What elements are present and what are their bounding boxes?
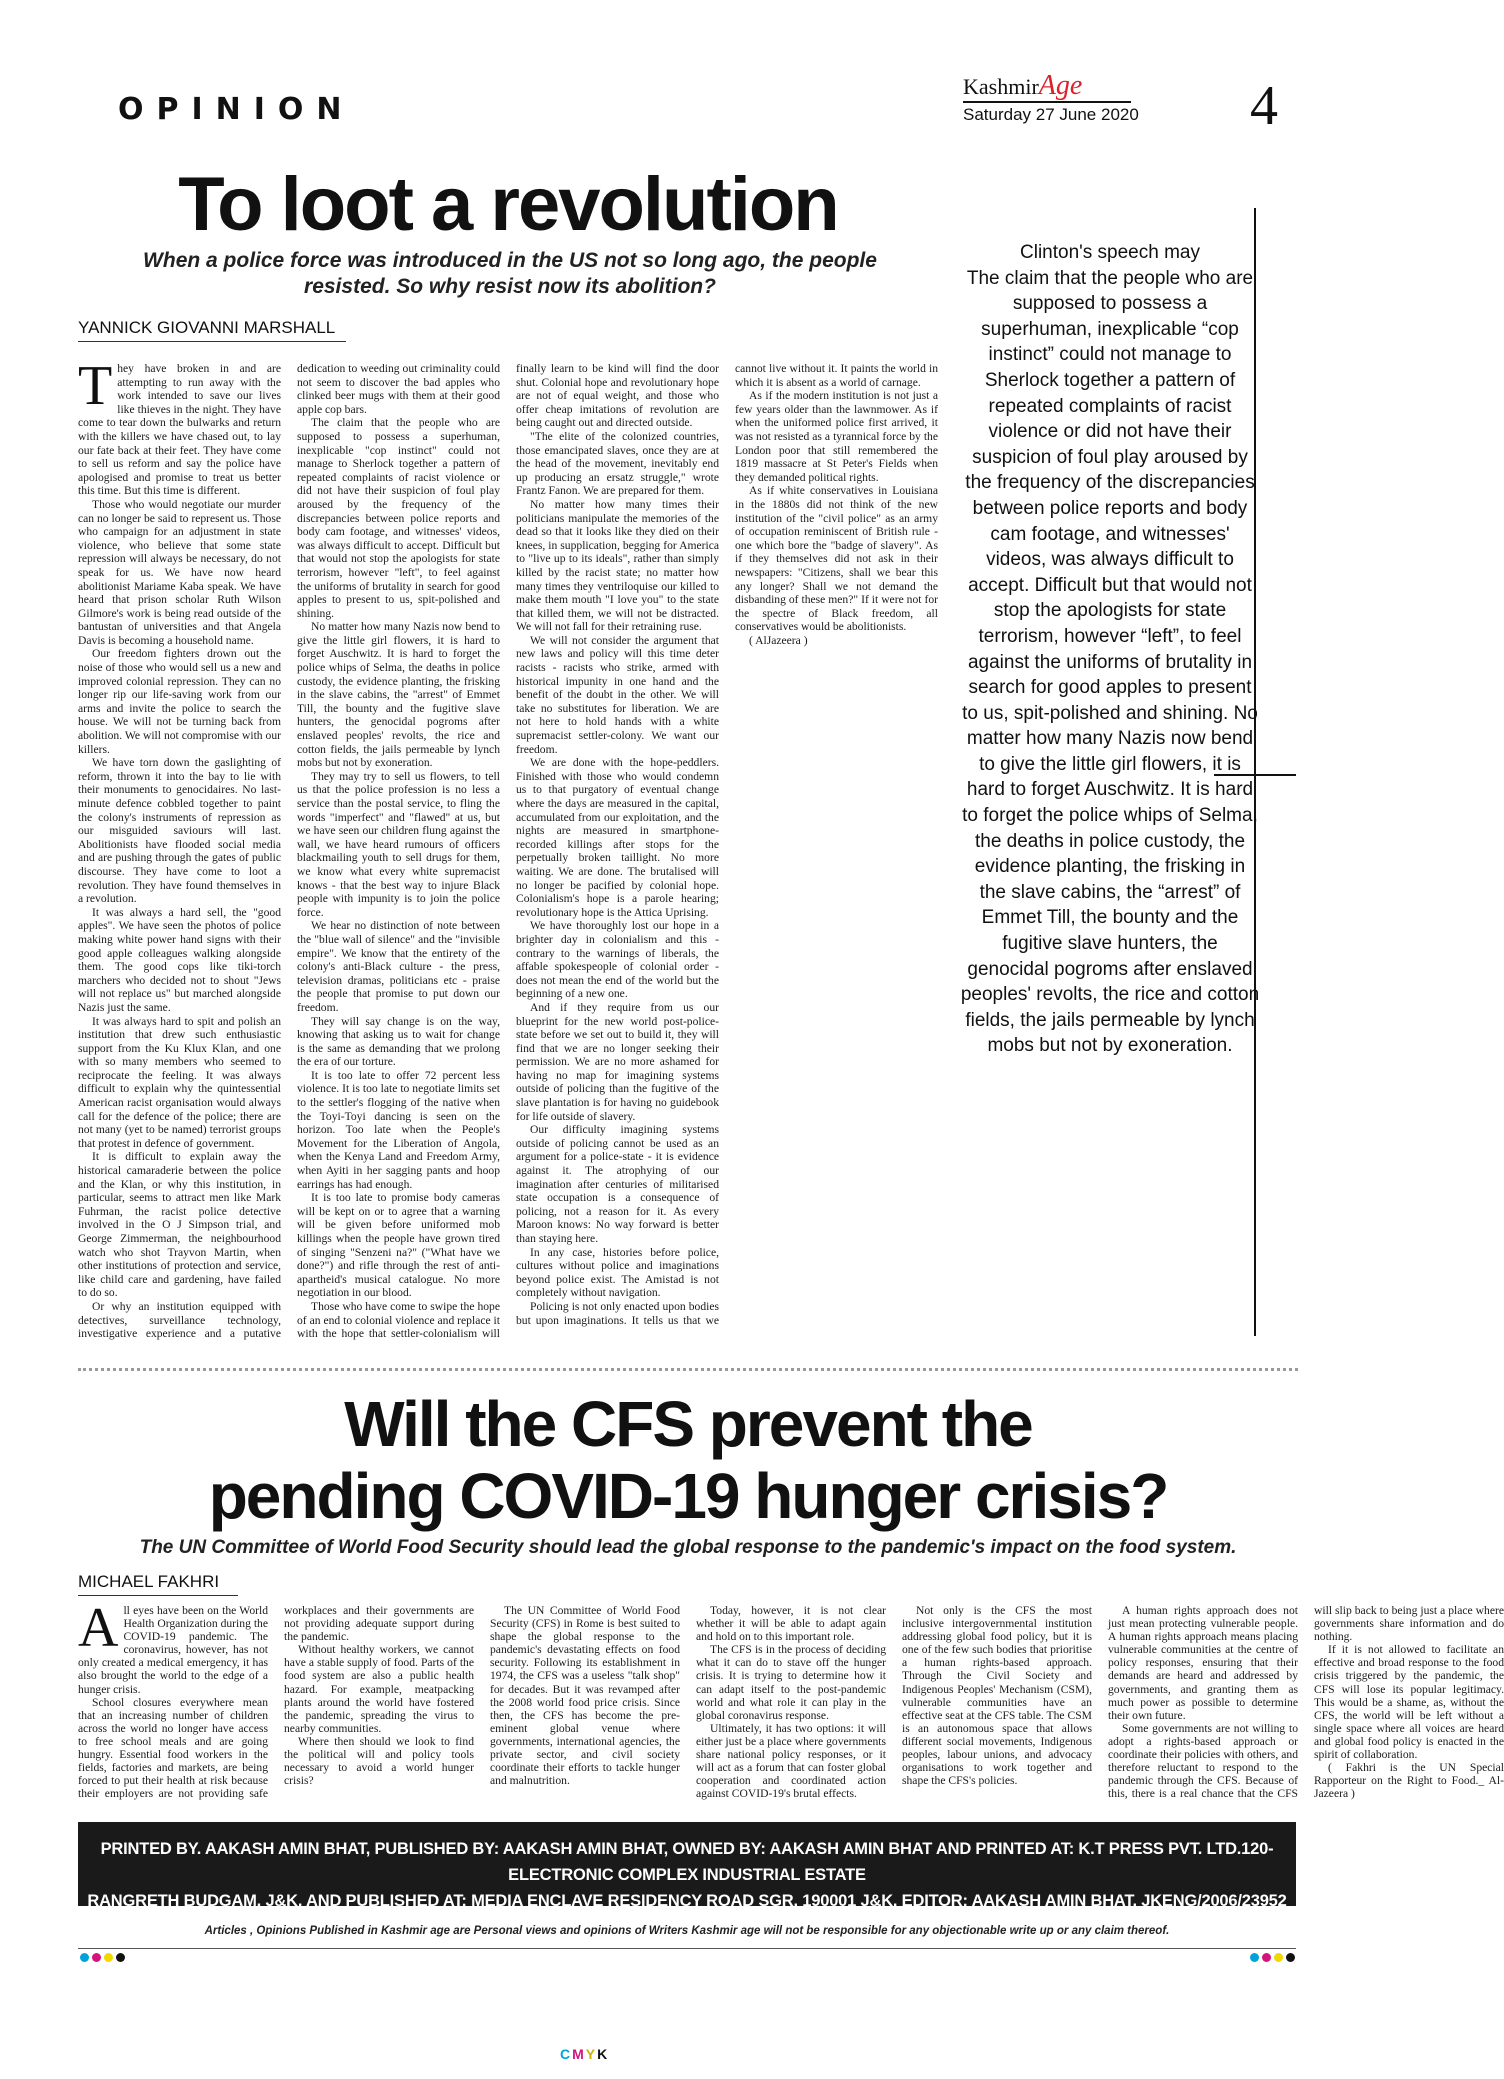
article1-paragraph: It was always hard to spit and polish an institution that drew such enthusiastic support from the Ku Klux Klan, and one with so many members who seemed to reciprocate the feeling. It was always difficult to explain why the quintessential American racist organisation would always call for the defence of the police; there are not many (yet to be named) terrorist groups that protest in defence of government.: [78, 1014, 281, 1150]
article2-paragraph: Not only is the CFS the most inclusive intergovernmental institution addressing global food policy, but it is one of the few such bodies that prioritise a human rights-based approach. Through the Civil Society and Indigenous Peoples' Mechanism (CSM), vulnerable communities have an effective seat at the CFS table. The CSM is an autonomous space that allows different social movements, Indigenous peoples, labour unions, and advocacy organisations to work together and shape the CFS's policies.: [902, 1604, 1092, 1788]
cmyk-mark: [560, 2046, 609, 2062]
article2-paragraph: A human rights approach does not just mean protecting vulnerable people. A human rights approach means placing vulnerable communities at the centre of policy responses, ensuring that their demands are heard and addressed by governments, and granting them as much power as possible to determine their own future.: [1108, 1604, 1298, 1722]
registration-dot-cyan: [80, 1953, 89, 1962]
article1-paragraph: "The elite of the colonized countries, those emancipated slaves, once they are at the head of the movement, inevitably end up producing an ersatz struggle," wrote Frantz Fanon. We are prepared for them.: [516, 429, 719, 498]
registration-dot-black: [1286, 1953, 1295, 1962]
brand-second: Age: [1038, 70, 1083, 101]
article2-paragraph: Where then should we look to find the political will and policy tools necessary to avoid a world hunger crisis?: [284, 1734, 474, 1788]
cmyk-y: Y: [585, 2046, 598, 2062]
brand-rule: [963, 101, 1131, 103]
article1-dropcap: T: [78, 355, 113, 417]
article2-paragraph: ( Fakhri is the UN Special Rapporteur on the Right to Food._ Al-Jazeera ): [1314, 1761, 1504, 1801]
article1-paragraph: As if white conservatives in Louisiana in the 1880s did not think of the new institution of the "civil police" as an army of occupation reminiscent of British rule - one which bore the "badge of slavery". As if they themselves did not ask in their newspapers: "Citizens, shall we bear this any longer? Shall we not demand the disbanding of these men?" If it were not for the spectre of Black freedom, all conservatives would be abolitionists.: [735, 484, 938, 634]
article2-paragraph: The CFS is in the process of deciding what it can do to stave off the hunger crisis. It is trying to determine how it can adapt itself to the post-pandemic world and what role it can play in the global coronavirus response.: [696, 1643, 886, 1722]
article1-paragraph: [78, 355, 281, 498]
article1-headline: To loot a revolution: [178, 162, 838, 247]
imprint-banner: [78, 1822, 1296, 1910]
article2-headline: [78, 1388, 1298, 1532]
issue-date: Saturday 27 June 2020: [963, 105, 1139, 124]
article1-standfirst: When a police force was introduced in the US not so long ago, the people resisted. So why resist now its abolition?: [143, 249, 877, 298]
article2-paragraph: School closures everywhere mean that an increasing number of children across the world no longer have access to free school meals and are going hungry. Essential food workers in the fields, factories and markets, are being forced to put their health at risk because their employers are not providing safe workplaces and their governments are not providing adequate support during the pandemic.: [78, 1604, 474, 1801]
article1-paragraph-text: hey have broken in and are attempting to run away with the work intended to save our lives like thieves in the night. They have come to tear down the bulwarks and return with the killers we have chased out, to lay our fate back at their feet. They have come to sell us reform and say the police have apologised and promise to treat us better this time. But this time is different.: [78, 362, 281, 498]
disclaimer-rule: [78, 1948, 1296, 1949]
article2-paragraph: Today, however, it is not clear whether it will be able to adapt again and hold on to this important role.: [696, 1604, 886, 1644]
article2-headline-line2: pending COVID-19 hunger crisis?: [208, 1460, 1168, 1532]
registration-dot-yellow: [1274, 1953, 1283, 1962]
article1-body: [78, 355, 938, 1348]
article1-paragraph: We have torn down the gaslighting of reform, thrown it into the bay to lie with their monuments to genocidaires. No last-minute defence cobbled together to paint the colony's instruments of repression as our misguided saviours will last. Abolitionists have flooded social media and are pushing through the gates of public discourse. They have come to loot a revolution. They have found themselves in a revolution.: [78, 756, 281, 906]
brand-first: Kashmir: [963, 74, 1039, 99]
article1-paragraph: It is too late to offer 72 percent less violence. It is too late to negotiate limits set to the settler's flogging of the native when the Toyi-Toyi dancing is seen on the horizon. Too late when the People's Movement for the Liberation of Angola, when the Kenya Land and Freedom Army, when Ayiti in her sagging pants and hoop earrings has had enough.: [297, 1068, 500, 1191]
cmyk-c: C: [560, 2046, 573, 2062]
registration-dot-cyan: [1250, 1953, 1259, 1962]
article1-paragraph: Those who have come to swipe the hope of an end to colonial violence and replace it with the hope that settler-colonialism will finally learn to be kind will find the door shut. Colonial hope and revolutionary hope are not of equal weight, and those who offer cheap imitations of revolution are being caught out and directed outside.: [297, 362, 719, 1341]
article1-paragraph: They will say change is on the way, knowing that asking us to wait for change is the same as demanding that we prolong the era of our torture.: [297, 1014, 500, 1069]
article1-paragraph: ( AlJazeera ): [749, 633, 808, 647]
brand-logo: [963, 70, 1163, 101]
article1-paragraph: It is too late to promise body cameras will be kept on or to agree that a warning will be given before uniformed mob killings when the people have grown tired of singing "Senzeni na?" ("What have we done?") and rifle through the rest of anti-apartheid's musical catalogue. No more negotiation in our blood.: [297, 1191, 500, 1300]
section-label: OPINION: [118, 92, 355, 127]
article2-byline: MICHAEL FAKHRI: [78, 1572, 238, 1596]
pull-quote-text: The claim that the people who are supposed to possess a superhuman, inexplicable “cop instinct” could not manage to Sherlock together a pattern of repeated complaints of racist violence or did not have their suspicion of foul play aroused by the frequency of the discrepancies between police reports and body cam footage, and witnesses' videos, was always difficult to accept. Difficult but that would not stop the apologists for state terrorism, however “left”, to feel against the uniforms of brutality in search for good apples to present to us, spit-polished and shining. No matter how many Nazis now bend to give the little girl flowers, it is hard to forget Auschwitz. It is hard to forget the police whips of Selma, the deaths in police custody, the evidence planting, the frisking in the slave cabins, the “arrest” of Emmet Till, the bounty and the fugitive slave hunters, the genocidal pogroms after enslaved peoples' revolts, the rice and cotton fields, the jails permeable by lynch mobs but not by exoneration.: [960, 267, 1260, 1057]
article1-paragraph: Those who would negotiate our murder can no longer be said to represent us. Those who campaign for an adjustment in state violence, who believe that some state repression will always be necessary, do not speak for us. We have now heard abolitionist Mariame Kaba speak. We have heard that prison scholar Ruth Wilson Gilmore's work is being read outside of the bantustan of universities and that Angela Davis is becoming a household name.: [78, 497, 281, 647]
article1-byline: YANNICK GIOVANNI MARSHALL: [78, 318, 346, 342]
pull-quote-lead: Clinton's speech may: [1020, 242, 1200, 263]
article2-dropcap: A: [78, 1597, 119, 1659]
article2-paragraph: Without healthy workers, we cannot have a stable supply of food. Parts of the food system are also a public health hazard. For example, meatpacking plants around the world have fostered the pandemic, spreading the virus to nearby communities.: [284, 1643, 474, 1735]
article1-paragraph: It is difficult to explain away the historical camaraderie between the police and the Klan, or why this institution, in particular, seems to attract men like Mark Fuhrman, the racist police detective involved in the O J Simpson trial, and George Zimmerman, the neighbourhood watch who shot Trayvon Martin, when other institutions of protection and service, like child care and gardening, have failed to do so.: [78, 1150, 281, 1300]
article1-paragraph: No matter how many Nazis now bend to give the little girl flowers, it is hard to forget Auschwitz. It is hard to forget the police whips of Selma, the deaths in police custody, the evidence planting, the frisking in the slave cabins, the "arrest" of Emmet Till, the bounty and the fugitive slave hunters, the genocidal pogroms after enslaved peoples' revolts, the rice and cotton fields, the jails permeable by lynch mobs but not by exoneration.: [297, 620, 500, 770]
registration-dot-yellow: [104, 1953, 113, 1962]
page-number: 4: [1250, 75, 1278, 137]
article1-paragraph: As if the modern institution is not just a few years older than the lawnmower. As if when the uniformed police first arrived, it was not resisted as a tyrannical force by the London poor that still remembered the 1819 massacre at St Peter's Fields when they demanded political rights.: [735, 389, 938, 484]
registration-dot-magenta: [92, 1953, 101, 1962]
article2-paragraph: Ultimately, it has two options: it will either just be a place where governments share national policy responses, or it will act as a forum that can foster global cooperation and coordinated action against COVID-19's brutal effects.: [696, 1721, 886, 1801]
article2-paragraph: If it is not allowed to facilitate an effective and broad response to the food crisis triggered by the pandemic, the CFS will lose its popular legitimacy. This would be a shame, as, without the CFS, the world will be left without a single space where all voices are heard and global food policy is enacted in the spirit of collaboration.: [1314, 1643, 1504, 1762]
article2-paragraph: [78, 1597, 268, 1696]
article1-paragraph: We have thoroughly lost our hope in a brighter day in colonialism and this - contrary to the warnings of liberals, the affable spokespeople of colonial order - does not mean the end of the world but the beginning of a new one.: [516, 919, 719, 1001]
article1-paragraph: Policing is not only enacted upon bodies but upon imaginations. It tells us that we cannot live without it. It paints the world in which it is absent as a world of carnage.: [516, 362, 938, 1327]
article1-paragraph: And if they require from us our blueprint for the new world post-police-state before we set out to build it, they will find that we are no longer seeking their permission. We are no more ashamed for having no map for imagining systems outside of policing than the fugitive of the slave plantation is for having no guidebook for life outside of slavery.: [516, 1000, 719, 1123]
article2-headline-line1: Will the CFS prevent the: [344, 1388, 1032, 1460]
article2-body: [78, 1597, 1504, 1808]
article1-paragraph: The claim that the people who are supposed to possess a superhuman, inexplicable "cop instinct" could not manage to Sherlock together a pattern of repeated complaints of racist violence or did not have their suspicion of foul play aroused by the frequency of the discrepancies between police reports and body cam footage, and witnesses' videos, was always difficult to accept. Difficult but that would not stop the apologists for state terrorism, however "left", to feel against the uniforms of brutality in search for good apples to present to us, spit-polished and shining.: [297, 416, 500, 620]
registration-dot-black: [116, 1953, 125, 1962]
cmyk-m: M: [572, 2046, 586, 2062]
article2-paragraph-text: ll eyes have been on the World Health Organization during the COVID-19 pandemic. The coronavirus, however, has not only created a medical emergency, it has also brought the world to the edge of a hunger crisis.: [78, 1604, 268, 1696]
article1-paragraph: In any case, histories before police, cultures without police and imaginations beyond police exist. The Amistad is not completely without navigation.: [516, 1245, 719, 1300]
article1-paragraph: We are done with the hope-peddlers. Finished with those who would condemn us to that purgatory of eventual change where the days are measured in the capital, accumulated from our exploitation, and the nights are measured in smartphone-recorded killings after stops for the perpetually broken taillight. No more waiting. We are done. The brutalised will no longer be pacified by colonial hope. Colonialism's hope is a parole hearing; revolutionary hope is the Attica Uprising.: [516, 756, 719, 919]
imprint-line1: PRINTED BY. AAKASH AMIN BHAT, PUBLISHED BY: AAKASH AMIN BHAT, OWNED BY: AAKASH AMIN BHAT AND PRINTED AT: K.T PRESS PVT. LTD.120- ELECTRONIC COMPLEX INDUSTRIAL ESTATE: [100, 1840, 1274, 1884]
article1-paragraph: We hear no distinction of note between the "blue wall of silence" and the "invisible empire". We know that the entirety of the colony's anti-Black culture - the press, television dramas, politicians etc - praise the people that promise to put down our freedom.: [297, 919, 500, 1014]
article1-paragraph: Our freedom fighters drown out the noise of those who would sell us a new and improved colonial repression. They can no longer rip our life-saving work from our arms and invite the police to search the house. We will not be turning back from abolition. We will not compromise with our killers.: [78, 647, 281, 756]
article1-paragraph: We will not consider the argument that new laws and policy will this time deter racists - racists who strike, armed with historical impunity in one hand and the benefit of the doubt in the other. We will take no substitutes for liberation. We are not here to hold hands with a white supremacist settler-colony. We want our freedom.: [516, 633, 719, 756]
masthead: [963, 70, 1163, 125]
article1-paragraph: Our difficulty imagining systems outside of policing cannot be used as an argument for a police-state - it is evidence against it. The atrophying of our imagination after centuries of militarised state occupation is a consequence of policing, not a reason for it. As every Maroon knows: No way forward is better than staying here.: [516, 1123, 719, 1245]
article1-paragraph: It was always a hard sell, the "good apples". We have seen the photos of police making white power hand signs with their good apple colleagues walking alongside them. The good cops like tiki-torch marchers who decided not to shout "Jews will not replace us" but marched alongside Nazis just the same.: [78, 905, 281, 1014]
pull-quote: [960, 240, 1260, 1059]
registration-dot-magenta: [1262, 1953, 1271, 1962]
imprint-line2: RANGRETH BUDGAM, J&K. AND PUBLISHED AT: MEDIA ENCLAVE RESIDENCY ROAD SGR. 190001 J&K. EDITOR: AAKASH AMIN BHAT, JKENG/2006/23952: [87, 1892, 1287, 1910]
article1-paragraph: No matter how many times their politicians manipulate the memories of the dead so that it looks like they died on their knees, in supplication, begging for America to "live up to its ideals", rather than simply killed by the racist state; no matter how many times they ventriloquise our killed to make them mouth "I love you" to the state that killed them, we will not be distracted. We will not fall for their retraining ruse.: [516, 497, 719, 634]
article1-paragraph: Or why an institution equipped with detectives, surveillance technology, investigative experience and a putative dedication to weeding out criminality could not seem to discover the bad apples who clinked beer mugs with them at their good apple cop bars.: [78, 362, 500, 1341]
article1-paragraph: They may try to sell us flowers, to tell us that the police profession is no less a service than the postal service, to fling the words "imperfect" and "flawed" at us, but we have seen our children flung against the wall, we have heard rumours of officers blackmailing youth to sell drugs for them, we know what every white supremacist knows - that the best way to injure Black people with impunity is to join the police force.: [297, 769, 500, 919]
disclaimer: Articles , Opinions Published in Kashmir age are Personal views and opinions of Writers Kashmir age will not be responsible for any objectionable write up or any claim thereof.: [204, 1925, 1170, 1937]
article2-paragraph: Some governments are not willing to adopt a rights-based approach or coordinate their policies with others, and therefore reluctant to respond to the pandemic through the CFS. Because of this, there is a real chance that the CFS will slip back to being just a place where governments share information and do nothing.: [1108, 1604, 1504, 1801]
section-separator: [78, 1368, 1298, 1375]
article2-paragraph: The UN Committee of World Food Security (CFS) in Rome is best suited to shape the global response to the pandemic's devastating effects on food security. Following its establishment in 1974, the CFS was a useless "talk shop" for decades. But it was revamped after the 2008 world food price crisis. Since then, the CFS has become the pre-eminent global venue where governments, international agencies, the private sector, and civil society coordinate their efforts to tackle hunger and malnutrition.: [490, 1604, 680, 1788]
article2-standfirst: The UN Committee of World Food Security should lead the global response to the pandemic's impact on the food system.: [139, 1537, 1237, 1558]
cmyk-k: K: [597, 2046, 610, 2062]
